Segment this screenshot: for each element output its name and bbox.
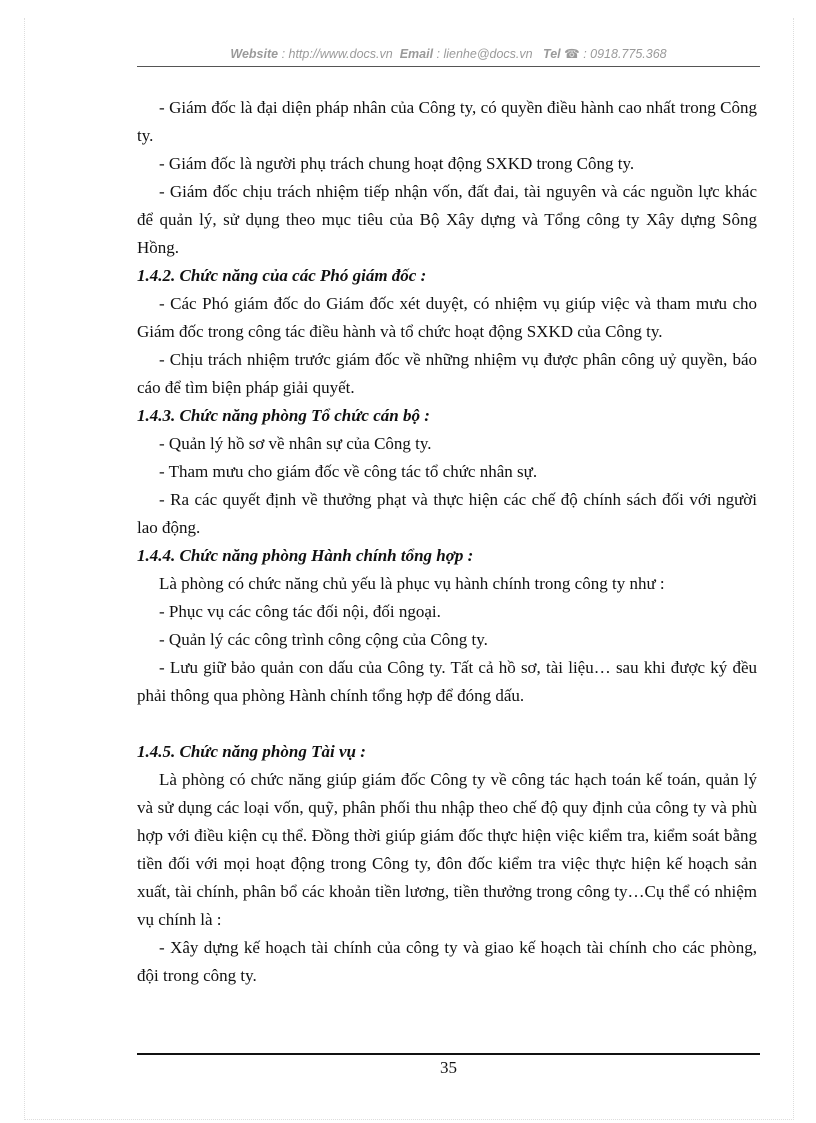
paragraph: - Lưu giữ bảo quản con dấu của Công ty. Tất cả hồ sơ, tài liệu… sau khi được ký đều phải thông qua phòng Hành chính tổng hợp để đóng dấu. — [137, 658, 757, 705]
website-label: Website — [230, 47, 279, 61]
paragraph: - Tham mưu cho giám đốc về công tác tổ chức nhân sự. — [159, 462, 538, 481]
paragraph: - Giám đốc là đại diện pháp nhân của Công ty, có quyền điều hành cao nhất trong Công ty. — [137, 98, 757, 145]
page-header — [137, 46, 760, 61]
paragraph: - Giám đốc chịu trách nhiệm tiếp nhận vốn, đất đai, tài nguyên và các nguồn lực khác để quản lý, sử dụng theo mục tiêu của Bộ Xây dựng và Tổng công ty Xây dựng Sông Hồng. — [137, 182, 757, 257]
website-value[interactable]: : http://www.docs.vn — [281, 47, 393, 61]
header-rule — [137, 66, 760, 67]
paragraph: - Phục vụ các công tác đối nội, đối ngoại. — [159, 602, 441, 621]
email-value[interactable]: : lienhe@docs.vn — [436, 47, 533, 61]
paragraph: Là phòng có chức năng chủ yếu là phục vụ hành chính trong công ty như : — [159, 574, 665, 593]
email-label: Email — [399, 47, 434, 61]
paragraph: - Chịu trách nhiệm trước giám đốc về những nhiệm vụ được phân công uỷ quyền, báo cáo để tìm biện pháp giải quyết. — [137, 350, 757, 397]
page-number: 35 — [440, 1058, 457, 1077]
section-heading-1-4-5: 1.4.5. Chức năng phòng Tài vụ : — [137, 742, 366, 761]
paragraph: Là phòng có chức năng giúp giám đốc Công ty về công tác hạch toán kế toán, quản lý và sử dụng các loại vốn, quỹ, phân phối thu nhập theo chế độ quy định của công ty và phù hợp với điều kiện cụ thể. Đồng thời giúp giám đốc thực hiện việc kiểm tra, kiểm soát bằng tiền đối với mọi hoạt động trong Công ty, đôn đốc kiểm tra việc thực hiện kế hoạch sản xuất, tài chính, phân bổ các khoản tiền lương, tiền thưởng trong công ty…Cụ thể có nhiệm vụ chính là : — [137, 770, 757, 929]
paragraph: - Quản lý hồ sơ về nhân sự của Công ty. — [159, 434, 432, 453]
paragraph: - Xây dựng kế hoạch tài chính của công ty và giao kế hoạch tài chính cho các phòng, đội trong công ty. — [137, 938, 757, 985]
paragraph: - Giám đốc là người phụ trách chung hoạt động SXKD trong Công ty. — [159, 154, 635, 173]
tel-value: : 0918.775.368 — [583, 47, 667, 61]
spacer — [137, 710, 757, 738]
paragraph: - Ra các quyết định về thưởng phạt và thực hiện các chế độ chính sách đối với người lao động. — [137, 490, 757, 537]
paragraph: - Các Phó giám đốc do Giám đốc xét duyệt, có nhiệm vụ giúp việc và tham mưu cho Giám đốc trong công tác điều hành và tổ chức hoạt động SXKD của Công ty. — [137, 294, 757, 341]
section-heading-1-4-2: 1.4.2. Chức năng của các Phó giám đốc : — [137, 266, 427, 285]
phone-icon: ☎ — [564, 47, 580, 61]
section-heading-1-4-3: 1.4.3. Chức năng phòng Tổ chức cán bộ : — [137, 406, 430, 425]
section-heading-1-4-4: 1.4.4. Chức năng phòng Hành chính tổng hợp : — [137, 546, 474, 565]
paragraph: - Quản lý các công trình công cộng của Công ty. — [159, 630, 488, 649]
tel-label: Tel — [543, 47, 561, 61]
document-body — [137, 94, 757, 990]
footer-rule — [137, 1053, 760, 1055]
